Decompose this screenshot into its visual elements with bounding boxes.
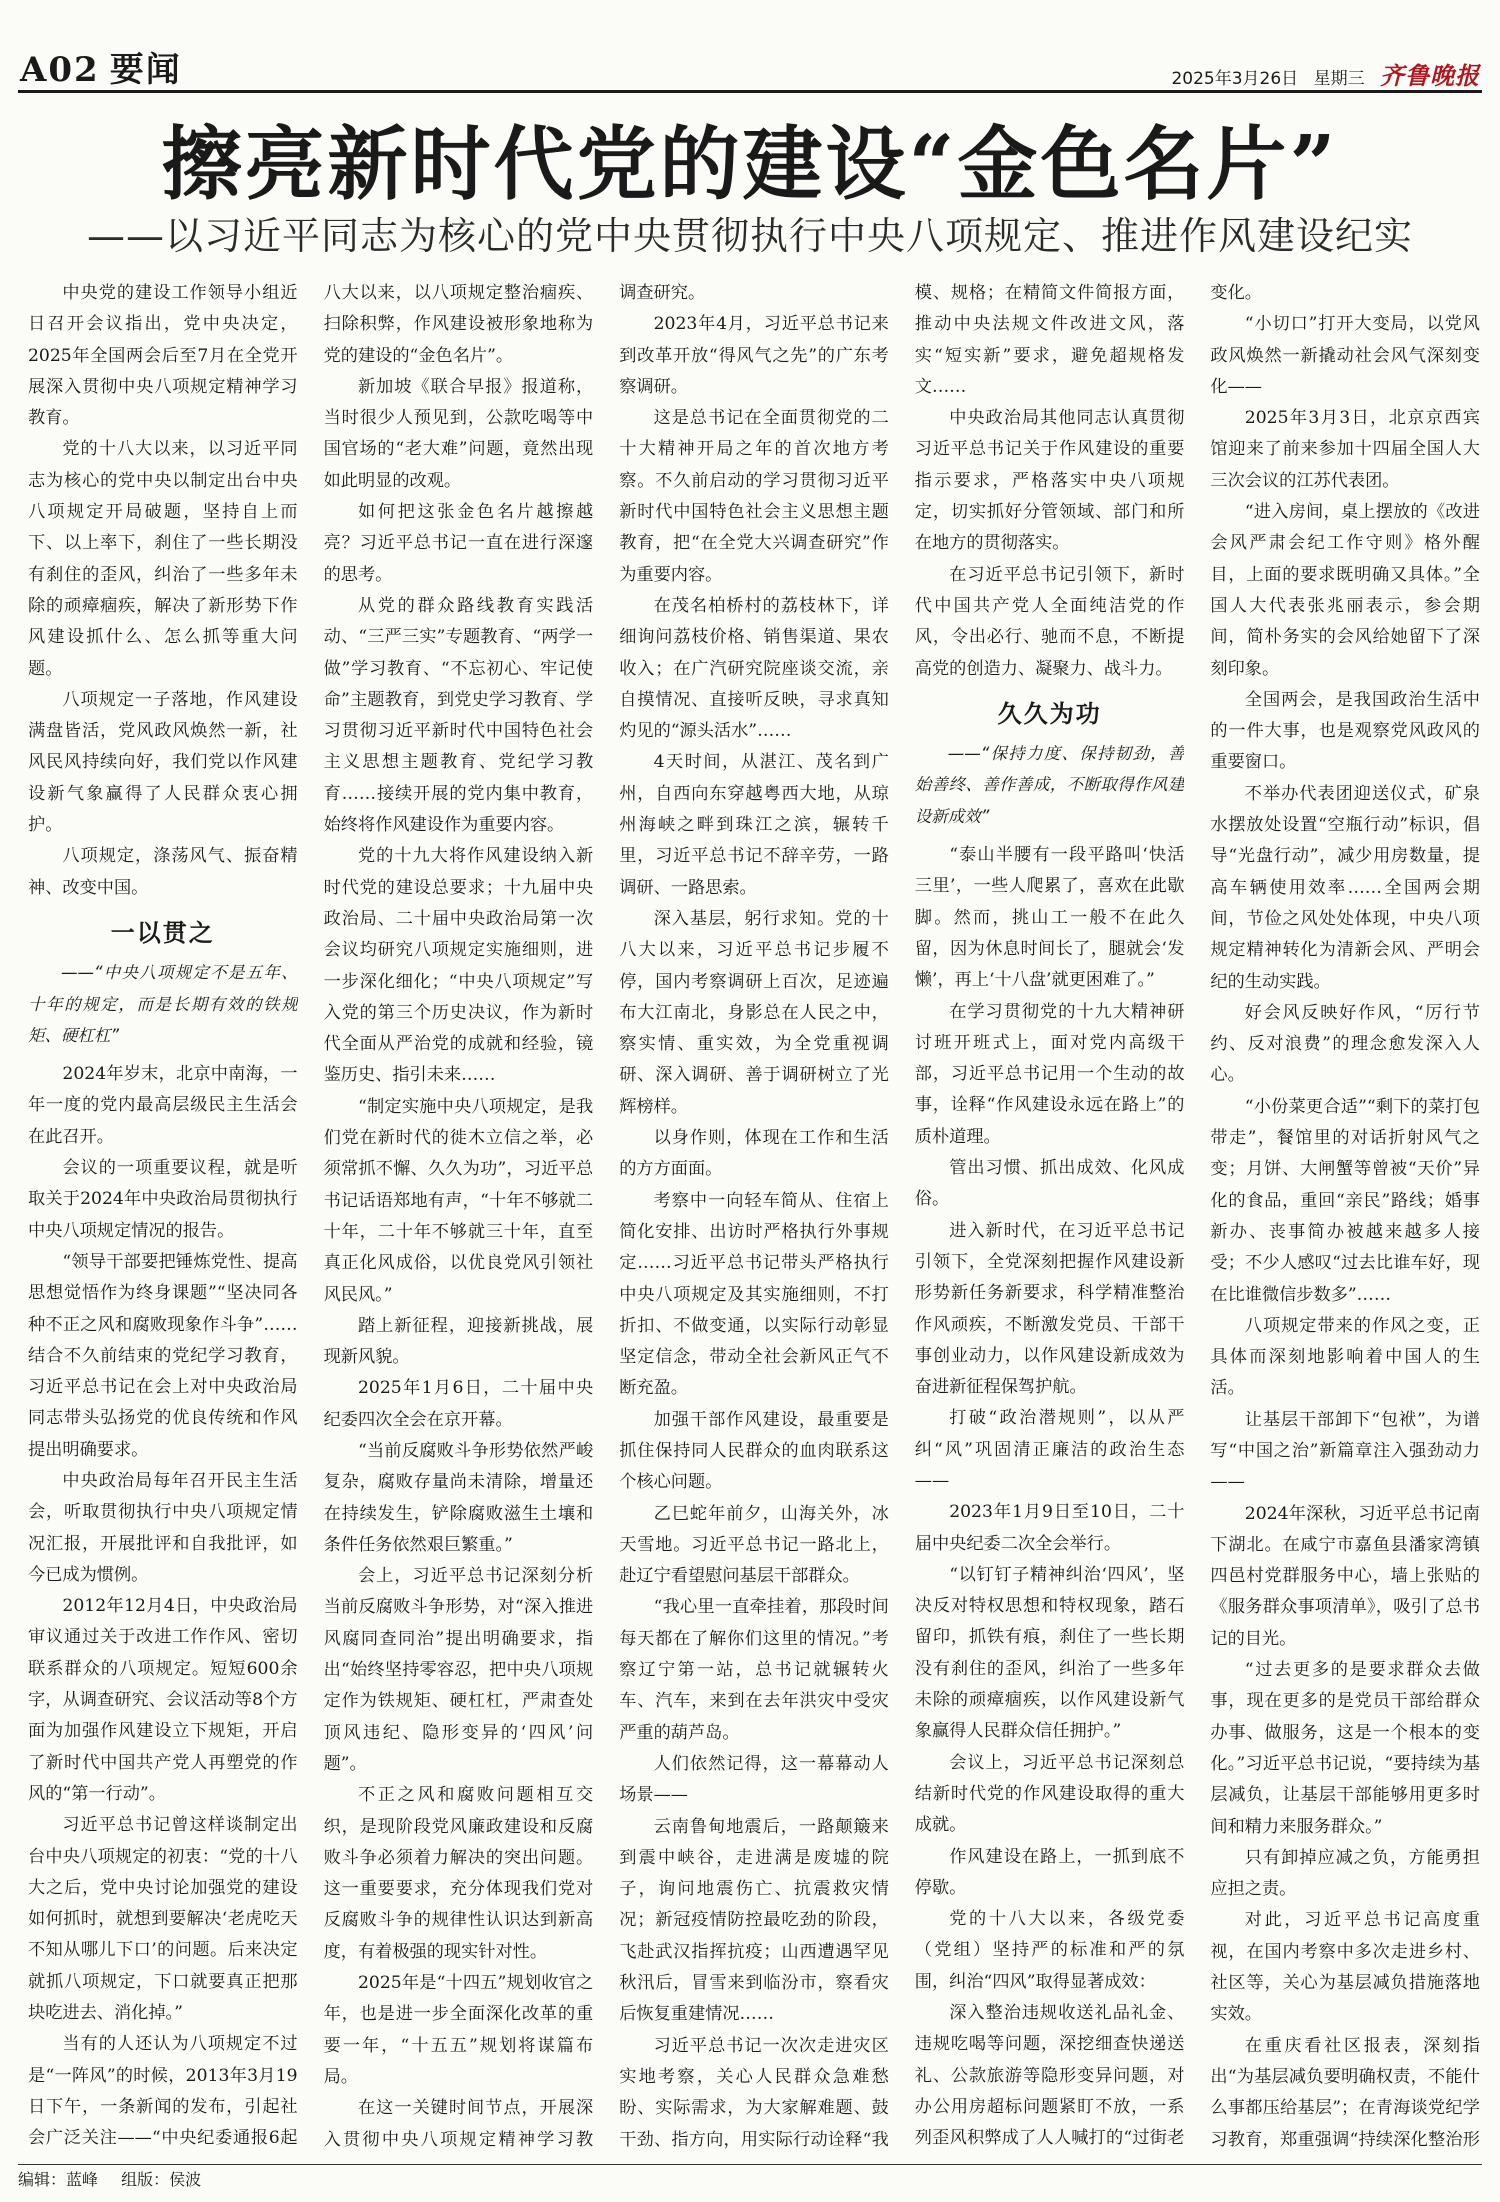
paragraph: 这是总书记在全面贯彻党的二十大精神开局之年的首次地方考察。不久前启动的学习贯彻习近平新时代中国特色社会主义思想主题教育，把“在全党大兴调查研究”作为重要内容。 — [619, 408, 889, 585]
paragraph: 变化。 — [1210, 283, 1262, 303]
paragraph: 2025年3月3日，北京京西宾馆迎来了前来参加十四届全国人大三次会议的江苏代表团。 — [1210, 408, 1480, 491]
masthead — [18, 8, 1482, 93]
paragraph: 从党的群众路线教育实践活动、“三严三实”专题教育、“两学一做”学习教育、“不忘初心、牢记使命”主题教育，到党史学习教育、学习贯彻习近平新时代中国特色社会主义思想主题教育、党纪学习教育……接续开展的党内集中教育，始终将作风建设作为重要内容。 — [323, 595, 594, 836]
paragraph: 不正之风和腐败问题相互交织，是现阶段党风廉政建设和反腐败斗争必须着力解决的突出问题。这一重要要求，充分体现我们党对反腐败斗争的规律性认识达到新高度，有着极强的现实针对性。 — [323, 1785, 594, 1962]
text-column-2 — [324, 278, 594, 2151]
paragraph: 管出习惯、抓出成效、化风成俗。 — [914, 1158, 1185, 1210]
paragraph: 2025年是“十四五”规划收官之年，也是进一步全面深化改革的重要一年，“十五五”规划将谋篇布局。 — [323, 1973, 594, 2087]
paragraph: “当前反腐败斗争形势依然严峻复杂，腐败存量尚未清除，增量还在持续发生，铲除腐败滋生土壤和条件任务依然艰巨繁重。” — [323, 1440, 594, 1555]
paper-logo: 齐鲁晚报 — [1380, 61, 1480, 90]
paragraph: 打破“政治潜规则”，以从严纠“风”巩固清正廉洁的政治生态—— — [914, 1408, 1185, 1491]
paragraph: 在重庆看社区报表，深刻指出“为基层减负要明确权责，不能什么事都压给基层”；在青海谈党纪学习教育，郑重强调“持续深化整治形 — [1210, 2035, 1480, 2150]
paragraph: 会上，习近平总书记深刻分析当前反腐败斗争形势，对“深入推进风腐同查同治”提出明确要求，指出“始终坚持零容忍，把中央八项规定作为铁规矩、硬杠杠，严肃查处顶风违纪、隐形变异的‘四风’问题”。 — [323, 1566, 594, 1774]
paragraph: 只有卸掉应减之负，方能勇担应担之责。 — [1210, 1847, 1480, 1900]
paragraph: 八项规定，涤荡风气、振奋精神、改变中国。 — [28, 846, 298, 898]
paragraph: 党的十九大将作风建设纳入新时代党的建设总要求；十九届中央政治局、二十届中央政治局第一次会议均研究八项规定实施细则，进一步深化细化；“中央八项规定”写入党的第三个历史决议，作为新时代全面从严治党的成就和经验，镜鉴历史、指引未来…… — [323, 846, 594, 1086]
paragraph: 好会风反映好作风，“厉行节约、反对浪费”的理念愈发深入人心。 — [1210, 1002, 1480, 1086]
section-heading: 久久为功 — [997, 699, 1102, 728]
paragraph: “以钉钉子精神纠治‘四风’，坚决反对特权思想和特权现象，踏石留印，抓铁有痕，刹住了一些长期没有刹住的歪风，纠治了一些多年未除的顽瘴痼疾，以作风建设新气象赢得人民群众信任拥护。” — [914, 1564, 1185, 1742]
paragraph: 党的十八大以来，各级党委（党组）坚持严的标准和严的氛围，纠治“四风”取得显著成效： — [914, 1909, 1185, 1992]
page-footer — [18, 2164, 1482, 2195]
paragraph: “小切口”打开大变局，以党风政风焕然一新撬动社会风气深刻变化—— — [1210, 314, 1480, 397]
page-number: A02 — [20, 50, 100, 90]
paragraph: “制定实施中央八项规定，是我们党在新时代的徙木立信之举，必须常抓不懈、久久为功”，习近平总书记话语郑地有声，“十年不够就二十年，二十年不够就三十年，直至真正化风成俗，以优良党风引领社风民风。” — [323, 1096, 594, 1305]
paragraph: 八项规定带来的作风之变，正具体而深刻地影响着中国人的生活。 — [1210, 1315, 1480, 1399]
paragraph: 2012年12月4日，中央政治局审议通过关于改进工作作风、密切联系群众的八项规定。短短600余字，从调查研究、会议活动等8个方面为加强作风建设立下规矩，开启了新时代中国共产党人再塑党的作风的“第一行动”。 — [28, 1596, 298, 1804]
paragraph: 中央政治局每年召开民主生活会，听取贯彻执行中央八项规定情况汇报，开展批评和自我批评，如今已成为惯例。 — [28, 1470, 298, 1585]
paragraph: “我心里一直牵挂着，那段时间每天都在了解你们这里的情况。”考察辽宁第一站，总书记就辗转火车、汽车，来到在去年洪灾中受灾严重的葫芦岛。 — [619, 1597, 889, 1743]
paragraph: 2023年4月，习近平总书记来到改革开放“得风气之先”的广东考察调研。 — [619, 314, 889, 397]
paragraph: “领导干部要把锤炼党性、提高思想觉悟作为终身课题”“坚决同各种不正之风和腐败现象作斗争”……结合不久前结束的党纪学习教育，习近平总书记在会上对中央政治局同志带头弘扬党的优良传统和作风提出明确要求。 — [28, 1251, 298, 1460]
paragraph: “小份菜更合适”“剩下的菜打包带走”，餐馆里的对话折射风气之变；月饼、大闸蟹等曾被“天价”异化的食品，重回“亲民”路线；婚事新办、丧事简办被越来越多人接受；不少人感叹“过去比谁车好，现在比谁微信步数多”…… — [1210, 1096, 1480, 1305]
article-subheadline: ——以习近平同志为核心的党中央贯彻执行中央八项规定、推进作风建设纪实 — [86, 214, 1413, 258]
paragraph: 2023年1月9日至10日，二十届中央纪委二次全会举行。 — [914, 1502, 1185, 1554]
paragraph: 2024年岁末，北京中南海，一年一度的党内最高层级民主生活会在此召开。 — [28, 1064, 298, 1147]
paragraph: 人们依然记得，这一幕幕动人场景—— — [619, 1753, 889, 1806]
issue-weekday: 星期三 — [1313, 69, 1365, 89]
layout-credit: 组版：侯波 — [121, 2170, 202, 2189]
editor-credit: 编辑：蓝峰 — [18, 2170, 99, 2189]
paragraph: “泰山半腰有一段平路叫‘快活三里’，一些人爬累了，喜欢在此歇脚。然而，挑山工一般不在此久留，因为休息时间长了，腿就会‘发懒’，再上‘十八盘’就更困难了。” — [914, 845, 1185, 991]
paragraph: 以身作则，体现在工作和生活的方方面面。 — [619, 1128, 889, 1180]
paragraph: 作风建设在路上，一抓到底不停歇。 — [914, 1846, 1185, 1898]
article-headline: 擦亮新时代党的建设“金色名片” — [161, 117, 1339, 211]
issue-date: 2025年3月26日 — [1171, 69, 1299, 89]
paragraph: 新加坡《联合早报》报道称，当时很少人预见到，公款吃喝等中国官场的“老大难”问题，竟然出现如此明显的改观。 — [323, 376, 594, 491]
paragraph: 加强干部作风建设，最重要是抓住保持同人民群众的血肉联系这个核心问题。 — [619, 1409, 889, 1493]
paragraph: 考察中一向轻车简从、住宿上简化安排、出访时严格执行外事规定……习近平总书记带头严格执行中央八项规定及其实施细则，不打折扣、不做变通，以实际行动彰显坚定信念，带动全社会新风正气不断充盈。 — [619, 1190, 889, 1399]
paragraph: 2025年1月6日，二十届中央纪委四次全会在京开幕。 — [323, 1378, 594, 1430]
paragraph: 2024年深秋，习近平总书记南下湖北。在咸宁市嘉鱼县潘家湾镇四邑村党群服务中心，墙上张贴的《服务群众事项清单》，吸引了总书记的目光。 — [1210, 1503, 1480, 1649]
paragraph: 深入整治违规收送礼品礼金、违规吃喝等问题，深挖细查快递送礼、公款旅游等隐形变异问题，对办公用房超标问题紧盯不放，一系列歪风积弊成了人人喊打的“过街老 — [914, 2003, 1185, 2149]
paragraph: 习近平总书记一次次走进灾区实地考察，关心人民群众急难愁盼、实际需求，为大家解难题、鼓干劲、指方向，用实际行动诠释“我 — [619, 2035, 889, 2150]
paragraph: 八项规定一子落地，作风建设满盘皆活，党风政风焕然一新，社风民风持续向好，我们党以作风建设新气象赢得了人民群众衷心拥护。 — [28, 689, 298, 836]
paragraph: “进入房间，桌上摆放的《改进会风严肃会纪工作守则》格外醒目，上面的要求既明确又具体。”全国人大代表张兆丽表示，参会期间，简朴务实的会风给她留下了深刻印象。 — [1210, 502, 1480, 679]
page-identifier — [20, 42, 182, 91]
text-column-3 — [619, 278, 889, 2151]
article-body — [28, 278, 1480, 2151]
paragraph: 让基层干部卸下“包袱”，为谱写“中国之治”新篇章注入强劲动力—— — [1210, 1409, 1480, 1493]
section-heading: 一以贯之 — [110, 918, 215, 947]
paragraph: 当有的人还认为八项规定不过是“一阵风”的时候，2013年3月19日下午，一条新闻的发布，引起社会广泛关注——“中央纪委通报6起 — [28, 2034, 298, 2149]
paragraph: 全国两会，是我国政治生活中的一件大事，也是观察党风政风的重要窗口。 — [1210, 689, 1480, 773]
paragraph: 踏上新征程，迎接新挑战，展现新风貌。 — [323, 1315, 594, 1368]
paragraph: 4天时间，从湛江、茂名到广州，自西向东穿越粤西大地，从琼州海峡之畔到珠江之滨，辗转千里，习近平总书记不辞辛劳，一路调研、一路思索。 — [619, 752, 889, 898]
issue-info — [1161, 56, 1480, 91]
paragraph: 进入新时代，在习近平总书记引领下，全党深刻把握作风建设新形势新任务新要求，科学精准整治作风顽疾，不断激发党员、干部干事创业动力，以作风建设新成效为奋进新征程保驾护航。 — [914, 1220, 1185, 1398]
paragraph: 会议上，习近平总书记深刻总结新时代党的作风建设取得的重大成就。 — [914, 1752, 1185, 1836]
paragraph: 中央党的建设工作领导小组近日召开会议指出，党中央决定，2025年全国两会后至7月在全党开展深入贯彻中央八项规定精神学习教育。 — [28, 283, 298, 429]
paragraph: 中央政治局其他同志认真贯彻习近平总书记关于作风建设的重要指示要求，严格落实中央八项规定，切实抓好分管领域、部门和所在地方的贯彻落实。 — [914, 408, 1185, 554]
section-epigraph: ——“中央八项规定不是五年、十年的规定，而是长期有效的铁规矩、硬杠杠” — [28, 963, 298, 1045]
text-column-5 — [1210, 278, 1480, 2151]
paragraph: 八大以来，以八项规定整治痼疾、扫除积弊，作风建设被形象地称为党的建设的“金色名片”。 — [323, 283, 594, 366]
paragraph: 乙巳蛇年前夕，山海关外，冰天雪地。习近平总书记一路北上，赴辽宁看望慰问基层干部群众。 — [619, 1503, 889, 1587]
paragraph: 在茂名柏桥村的荔枝林下，详细询问荔枝价格、销售渠道、果农收入；在广汽研究院座谈交流，亲自摸情况、直接听反映，寻求真知灼见的“源头活水”…… — [619, 595, 889, 742]
paragraph: 模、规格；在精简文件简报方面，推动中央法规文件改进文风，落实“短实新”要求，避免超规格发文…… — [914, 283, 1185, 397]
paragraph: 不举办代表团迎送仪式，矿泉水摆放处设置“空瓶行动”标识，倡导“光盘行动”，减少用房数量，提高车辆使用效率……全国两会期间，节俭之风处处体现，中央八项规定精神转化为清新会风、严明会纪的生动实践。 — [1210, 783, 1480, 992]
paragraph: “过去更多的是要求群众去做事，现在更多的是党员干部给群众办事、做服务，这是一个根本的变化。”习近平总书记说，“要持续为基层减负，让基层干部能够用更多时间和精力来服务群众。” — [1210, 1660, 1480, 1837]
paragraph: 党的十八大以来，以习近平同志为核心的党中央以制定出台中央八项规定开局破题，坚持自上而下、以上率下，刹住了一些长期没有刹住的歪风，纠治了一些多年未除的顽瘴痼疾，解决了新形势下作风建设抓什么、怎么抓等重大问题。 — [28, 439, 298, 679]
text-column-4 — [915, 278, 1185, 2151]
paragraph: 在习近平总书记引领下，新时代中国共产党人全面纯洁党的作风，令出必行、驰而不息，不断提高党的创造力、凝聚力、战斗力。 — [914, 564, 1185, 679]
paragraph: 调查研究。 — [619, 283, 706, 303]
paragraph: 对此，习近平总书记高度重视，在国内考察中多次走进乡村、社区等，关心为基层减负措施落地实效。 — [1210, 1910, 1480, 2025]
paragraph: 在这一关键时间节点，开展深入贯彻中央八项规定精神学习教 — [323, 2098, 594, 2150]
paragraph: 云南鲁甸地震后，一路颠簸来到震中峡谷，走进满是废墟的院子，询问地震伤亡、抗震救灾情况；新冠疫情防控最吃劲的阶段，飞赴武汉指挥抗疫；山西遭遇罕见秋汛后，冒雪来到临汾市，察看灾后恢复重建情况…… — [619, 1816, 889, 2025]
section-epigraph: ——“保持力度、保持韧劲，善始善终、善作善成，不断取得作风建设新成效” — [914, 744, 1185, 826]
paragraph: 深入基层，躬行求知。党的十八大以来，习近平总书记步履不停，国内考察调研上百次，足迹遍布大江南北，身影总在人民之中，察实情、重实效，为全党重视调研、深入调研、善于调研树立了光辉榜样。 — [619, 908, 889, 1117]
paragraph: 如何把这张金色名片越擦越亮？习近平总书记一直在进行深邃的思考。 — [323, 502, 594, 585]
paragraph: 习近平总书记曾这样谈制定出台中央八项规定的初衷：“党的十八大之后，党中央讨论加强党的建设如何抓时，就想到要解决‘老虎吃天不知从哪儿下口’的问题。后来决定就抓八项规定，下口就要真正把那块吃进去、消化掉。” — [28, 1815, 298, 2024]
text-column-1 — [28, 278, 298, 2151]
paragraph: 会议的一项重要议程，就是听取关于2024年中央政治局贯彻执行中央八项规定情况的报告。 — [28, 1158, 298, 1241]
paragraph: 在学习贯彻党的十九大精神研讨班开班式上，面对党内高级干部，习近平总书记用一个生动的故事，诠释“作风建设永远在路上”的质朴道理。 — [914, 1001, 1185, 1147]
section-name: 要闻 — [109, 50, 182, 90]
